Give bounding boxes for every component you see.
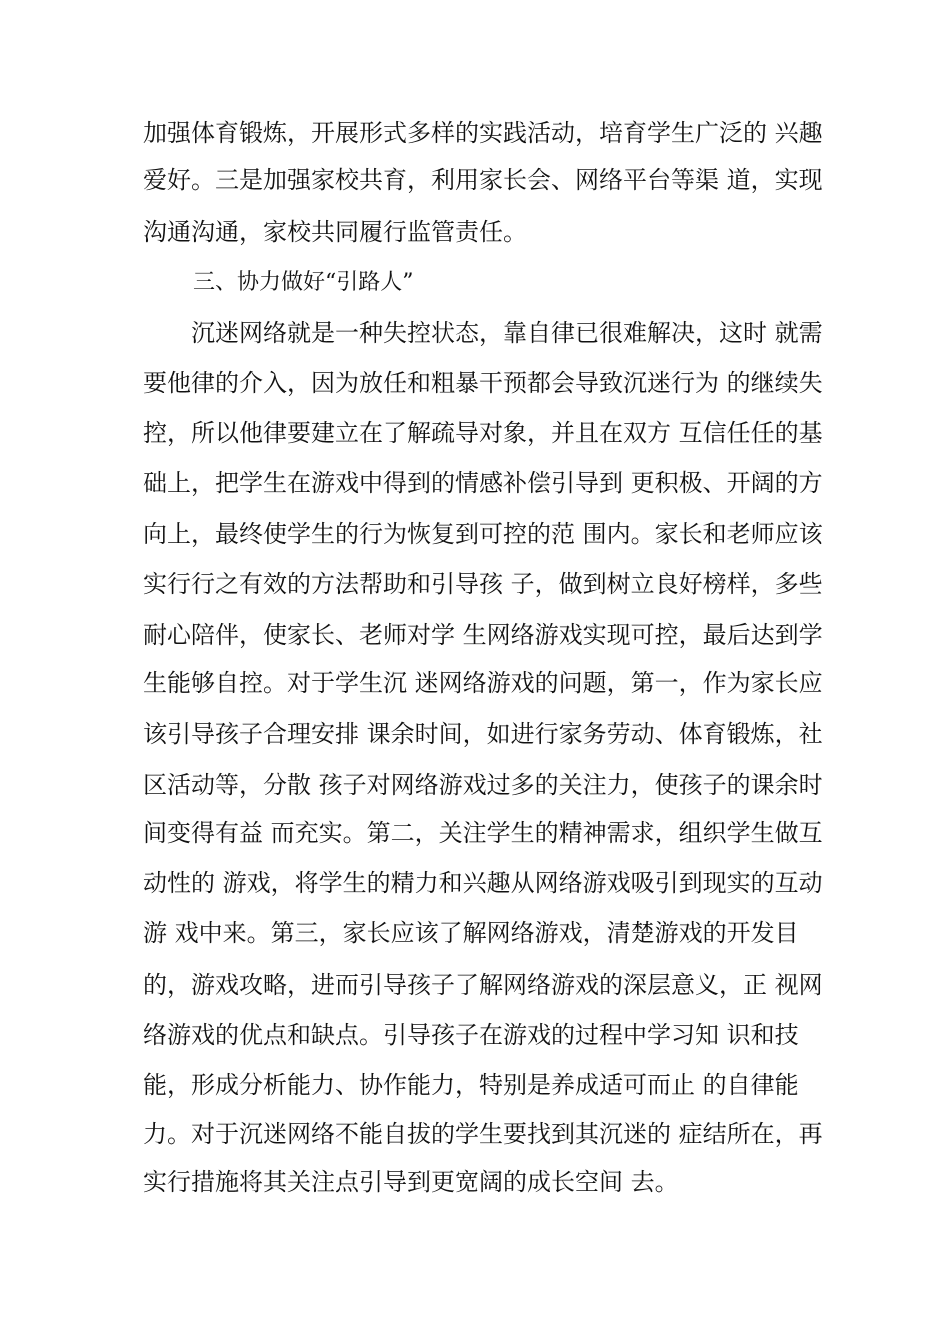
text-line: 要他律的介入，因为放任和粗暴干预都会导致沉迷行为 的继续失 — [143, 369, 823, 397]
text-line: 间变得有益 而充实。第二，关注学生的精神需求，组织学生做互 — [143, 819, 823, 847]
text-line: 沟通沟通，家校共同履行监管责任。 — [143, 218, 527, 246]
text-line: 区活动等，分散 孩子对网络游戏过多的关注力，使孩子的课余时 — [143, 771, 823, 799]
text-line: 础上，把学生在游戏中得到的情感补偿引导到 更积极、开阔的方 — [143, 469, 823, 497]
text-line: 向上，最终使学生的行为恢复到可控的范 围内。家长和老师应该 — [143, 520, 823, 548]
text-line: 能，形成分析能力、协作能力，特别是养成适可而止 的自律能 — [143, 1071, 799, 1099]
text-line: 控，所以他律要建立在了解疏导对象，并且在双方 互信任任的基 — [143, 419, 823, 447]
text-line: 力。对于沉迷网络不能自拔的学生要找到其沉迷的 症结所在，再 — [143, 1120, 823, 1148]
text-line: 爱好。三是加强家校共育，利用家长会、网络平台等渠 道，实现 — [143, 166, 823, 194]
text-line: 的，游戏攻略，进而引导孩子了解网络游戏的深层意义，正 视网 — [143, 971, 823, 999]
text-line: 加强体育锻炼，开展形式多样的实践活动，培育学生广泛的 兴趣 — [143, 119, 823, 147]
text-line: 动性的 游戏，将学生的精力和兴趣从网络游戏吸引到现实的互动 — [143, 869, 823, 897]
text-line: 该引导孩子合理安排 课余时间，如进行家务劳动、体育锻炼，社 — [143, 720, 823, 748]
text-line: 耐心陪伴，使家长、老师对学 生网络游戏实现可控，最后达到学 — [143, 621, 823, 649]
text-line: 游 戏中来。第三，家长应该了解网络游戏，清楚游戏的开发目 — [143, 919, 799, 947]
text-line: 生能够自控。对于学生沉 迷网络游戏的问题，第一，作为家长应 — [143, 669, 823, 697]
text-line: 沉迷网络就是一种失控状态，靠自律已很难解决，这时 就需 — [143, 319, 823, 347]
text-line: 实行行之有效的方法帮助和引导孩 子，做到树立良好榜样，多些 — [143, 570, 823, 598]
text-line: 络游戏的优点和缺点。引导孩子在游戏的过程中学习知 识和技 — [143, 1021, 799, 1049]
text-line: 实行措施将其关注点引导到更宽阔的成长空间 去。 — [143, 1168, 679, 1196]
section-heading: 三、协力做好“引路人” — [193, 270, 414, 295]
